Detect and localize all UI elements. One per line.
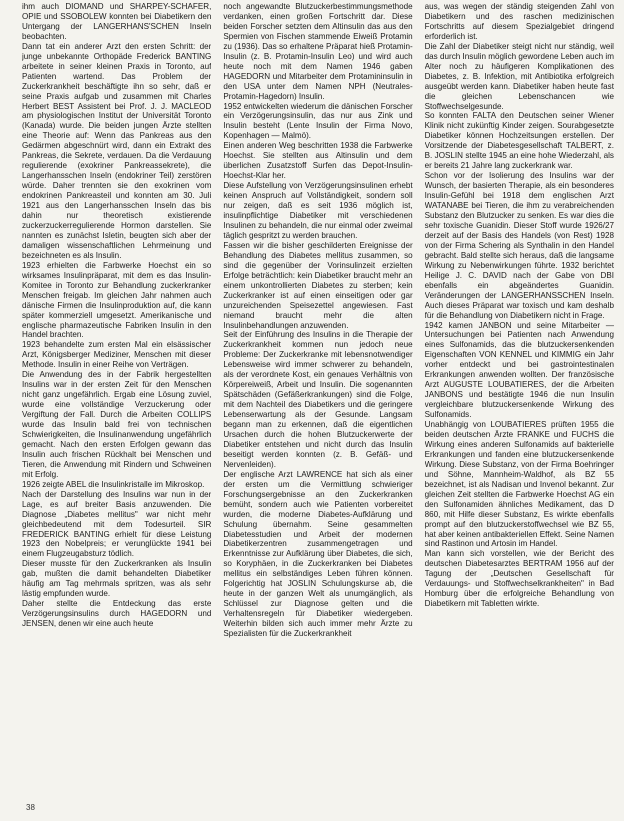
paragraph: Fassen wir die bisher geschilderten Ereignisse der Behandlung des Diabetes mellitus zusammen, so sind die gegenüber der Vorinsulinzeit erzielten Erfolge beträchtlich: kein Diabetiker braucht mehr an einem unkontrollierten Diabetes zu sterben; kein Zuckerkranker ist auf einen einseitigen oder gar unzureichenden Speisezettel angewiesen. Fast niemand braucht mehr die alten Insulinbehandlungen anzuwenden. bbox=[223, 240, 413, 330]
document-page bbox=[22, 2, 614, 810]
paragraph: Diese Aufstellung von Verzögerungsinsulinen erhebt keinen Anspruch auf Vollständigkeit, sondern soll nur zeigen, daß es seit 1936 möglich ist, insulinpflichtige Diabetiker mit verschiedenen Insulinen zu behandeln, die nur einmal oder zweimal täglich gespritzt zu werden brauchen. bbox=[223, 181, 413, 240]
paragraph: Dann tat ein anderer Arzt den ersten Schritt: der junge unbekannte Orthopäde Frederick BANTING arbeitete in seiner kleinen Praxis in Toronto, auf Patienten wartend. Das Problem der Zuckerkrankheit beschäftigte ihn so sehr, daß er seine Praxis aufgab und zusammen mit Charles Herbert BEST Assistent bei Prof. J. J. MACLEOD am physiologischen Institut der Universität Toronto (Kanada) wurde. Die beiden jungen Ärzte stellten eine Theorie auf: Wenn das Pankreas aus den Gedärmen abgeschnürt wird, dann ein Extrakt des Pankreas, die Sekrete, verdauen. Da die Verdauung regulierende (exokriner Pankreassekrete), die Langerhansschen Inseln (endokriner Teil) zerstören würde. Daher trennten sie den exokrinen vom endokrinen Pankreasteil und konnten am 30. Juli 1921 aus den Langerhansschen Inseln das bis dahin nur theoretisch existierende zuckerzuckerregulierende Hormon darstellen. Sie nannten es zunächst Isletin, beugten sich aber der damaligen wissenschaftlichen Lehrmeinung und bezeichneten es als Insulin. bbox=[22, 41, 212, 260]
paragraph: 1923 erhielten die Farbwerke Hoechst ein so wirksames Insulinpräparat, mit dem es das Insulin-Komitee in Toronto zur Behandlung zuckerkranker Menschen freigab. Im gleichen Jahr nahmen auch dänische Firmen die Insulinproduktion auf, die kann später kommerziell umgesetzt. Amerikanische und englische pharmazeutische Fabriken Insulin in den Handel brachten. bbox=[22, 260, 212, 340]
paragraph: Man kann sich vorstellen, wie der Bericht des deutschen Diabetesarztes BERTRAM 1956 auf der Tagung der „Deutschen Gesellschaft für Verdauungs- und Stoffwechselkrankheiten" in Bad Homburg über die erfolgreiche Behandlung von Diabetikern mit Tabletten wirkte. bbox=[424, 549, 614, 609]
paragraph: Nach der Darstellung des Insulins war nun in der Lage, es auf breiter Basis anzuwenden. Die Diagnose „Diabetes mellitus" war nicht mehr gleichbedeutend mit dem Todesurteil. SIR FREDERICK BANTING erhielt für diese Leistung 1923 den Nobelpreis; er verunglückte 1941 bei einem Flugzeugabsturz tödlich. bbox=[22, 489, 212, 559]
paragraph: Einen anderen Weg beschritten 1938 die Farbwerke Hoechst. Sie stellten aus Altinsulin und dem überlichen Zusatzstoff Surfen das Depot-Insulin-Hoechst-Klar her. bbox=[223, 141, 413, 181]
text-column-left bbox=[22, 2, 211, 810]
paragraph: Unabhängig von LOUBATIERES prüften 1955 die beiden deutschen Ärzte FRANKE und FUCHS die Wirkung eines anderen Sulfonamids auf bakterielle Erkrankungen und fanden eine blutzuckersenkende Wirkung. Diese Substanz, von der Firma Boehringer und Söhne, Mannheim-Waldhof, als BZ 55 bezeichnet, ist als Nadisan und Invenol bekannt. Zur gleichen Zeit stellten die Farbwerke Hoechst AG ein den Sulfonamiden ähnliches Medikament, das D 860, mit Hilfe dieser Substanz, Es wirkte ebenfalls prompt auf den blutzuckerstoffwechsel wie BZ 55, hat aber keinen antibakteriellen Effekt. Seine Namen sind Rastinon und Artosin im Handel. bbox=[424, 420, 614, 549]
paragraph: Seit der Einführung des Insulins in die Therapie der Zuckerkrankheit kommen nun jedoch neue Probleme: Der Zuckerkranke mit lebensnotwendiger Lebensweise wird immer schwerer zu behandeln, als der verordnete Kost, ein genaues Verhältnis von Körpereiweiß, Arbeit und Insulin. Die sogenannten Spätschäden (Gefäßerkrankungen) sind die Folge, mit dem Nachteil des Diabetikers und die geringere Lebenserwartung als der Gesunde. Langsam begann man zu erkennen, daß die eigentlichen Ursachen durch die hohen Blutzuckerwerte der Diabetiker entstehen und nicht durch das Insulin beseitigt werden konnten (z. B. Gefäß- und Nervenleiden). bbox=[223, 330, 413, 469]
paragraph: So konnten FALTA den Deutschen seiner Wiener Klinik nicht zukünftig Kinder zeigen. Sourabgesetzte Diabetiker können Hochzeitsungen erstellen. Der Vorsitzende der Diabetesgesellschaft TALBERT, z. B. JOSLIN stellte 1945 an eine hohe Wiederzahl, als er bereits 21 Jahre lang zuckerkrank war. bbox=[424, 111, 614, 171]
text-column-right bbox=[425, 2, 614, 810]
paragraph: Dieser musste für den Zuckerkranken als Insulin gab, mußten die damit behandelten Diabetiker häufig am Tag mehrmals spritzen, was als sehr lästig empfunden wurde. bbox=[22, 559, 212, 599]
paragraph: Die Anwendung des in der Fabrik hergestellten Insulins war in der ersten Zeit für den Menschen nicht ganz ungefährlich. Ergab eine Lösung zuviel, wurde eine vollständige Verzuckerung oder Vergiftung der Fall. Durch die Arbeiten COLLIPS wurde das Insulin bald frei von technischen Schwierigkeiten, die Insulinanwendung ungefährlich gemacht. Nach den ersten Erfolgen gewann das Insulin auch frischen Rückhalt bei Menschen und Tieren, die Anwendung mit Rindern und Schweinen mit Erfolg. bbox=[22, 370, 212, 479]
paragraph: noch angewandte Blutzuckerbestimmungsmethode verdanken, einen großen Fortschritt dar. Diese beiden Forscher setzten dem Altinsulin das aus den Spermien von Fischen stammende Eiweiß Protamin zu (1936). Das so erhaltene Präparat hieß Protamin-Insulin (z. B. Protamin-Insulin Leo) und wird auch heute noch mit dem Namen 1946 gaben HAGEDORN und Mitarbeiter dem Protamininsulin in den USA unter dem Namen NPH (Neutrales-Protamin-Hagedorn) Insulin. bbox=[223, 2, 413, 101]
paragraph: Die Zahl der Diabetiker steigt nicht nur ständig, weil das durch Insulin möglich gewordene Leben auch im Alter noch zu häufigeren Komplikationen des Diabetes, z. B. Infektion, mit Antibiotika erfolgreich ausgeübt werden kann. Diabetiker haben heute fast die gleichen Lebenschancen wie Stoffwechselgesunde. bbox=[424, 41, 614, 111]
paragraph: 1923 behandelte zum ersten Mal ein elsässischer Arzt, Königsberger Mediziner, Menschen mit dieser Methode. Insulin in einer Reihe von Verträgen. bbox=[22, 340, 212, 370]
paragraph: 1952 entwickelten wiederum die dänischen Forscher ein Verzögerungsinsulin, das nur aus Zink und Insulin besteht (Lente Insulin der Firma Novo, Kopenhagen — Malmö). bbox=[223, 101, 413, 141]
text-column-middle bbox=[223, 2, 412, 810]
paragraph: aus, was wegen der ständig steigenden Zahl von Diabetikern und des raschen medizinischen Fortschritts auf diesem Spezialgebiet dringend erforderlich ist. bbox=[424, 2, 614, 41]
paragraph: Daher stellte die Entdeckung das erste Verzögerungsinsulins durch HAGEDORN und JENSEN, denen wir eine auch heute bbox=[22, 599, 212, 629]
paragraph: Schon vor der Isolierung des Insulins war der Wunsch, der basierten Therapie, als ein besonderes Insulin-Gefühl bei 1918 dem englischen Arzt WATANABE bei Tieren, die ihm zu verabreichenden Substanz den Blutzucker zu senken. Es war dies die sehr toxische Guanidin. Dieser Stoff wurde 1926/27 derzeit auf der Basis des Handels (von Rest) 1928 von der Firma Schering als Synthalin in den Handel gebracht. Bald stellte sich heraus, daß die langsame Wirkung zu Nebenwirkungen führte. 1932 berichtet Heilige J. C. DAVID nach der Gabe von DBI ebenfalls ein abgeändertes Guanidin. Veränderungen der LANGERHANSSCHEN Inseln. Auch dieses Präparat war toxisch und kam deshalb für die Behandlung von Diabetikern nicht in Frage. bbox=[424, 171, 614, 320]
paragraph: Der englische Arzt LAWRENCE hat sich als einer der ersten um die Vermittlung schwieriger Forschungsergebnisse an den Zuckerkranken bemüht, sondern auch wie Patienten vorbereitet wurden, die moderne Diabetes-Aufklärung und Schulung übernahm. Seine gesammelten Diabetesstudien und Arbeit der modernen Diabetikerzentren zusammengetragen und Erkenntnisse zur Aufklärung über Diabetes, die sich, so Koryphäen, in die Zuckerkranken bei Diabetes mellitus ein selbständiges Leben führen können. Folgerichtig hat JOSLIN Schulungskurse ab, die heute in der ganzen Welt als unumgänglich, als Schlüssel zur Diagnose gelten und die Verhaltensregeln für Diabetiker wiedergeben. Weiterhin bilden sich auch immer mehr Ärzte zu Spezialisten für die Zuckerkrankheit bbox=[223, 469, 413, 639]
paragraph: ihm auch DIOMAND und SHARPEY-SCHAFER, OPIE und SSOBOLEW konnten bei Diabetikern den Untergang der LANGERHANS'SCHEN Inseln beobachten. bbox=[22, 2, 212, 41]
paragraph: 1926 zeigte ABEL die Insulinkristalle im Mikroskop. bbox=[22, 479, 205, 489]
page-number: 38 bbox=[26, 803, 35, 812]
paragraph: 1942 kamen JANBON und seine Mitarbeiter — Untersuchungen bei Patienten nach Anwendung eines Sulfonamids, das die blutzuckersenkenden Eigenschaften VON KENNEL und KIMMIG ein Jahr vorher entdeckt und bei gastrointestinalen Erkrankungen anwenden wollten. Der französische Arzt AUGUSTE LOUBATIERES, der die Arbeiten JANBONS und bestätigte 1946 die nun Insulin vergleichbare blutzuckersenkende Wirkung des Sulfonamids. bbox=[424, 320, 614, 420]
